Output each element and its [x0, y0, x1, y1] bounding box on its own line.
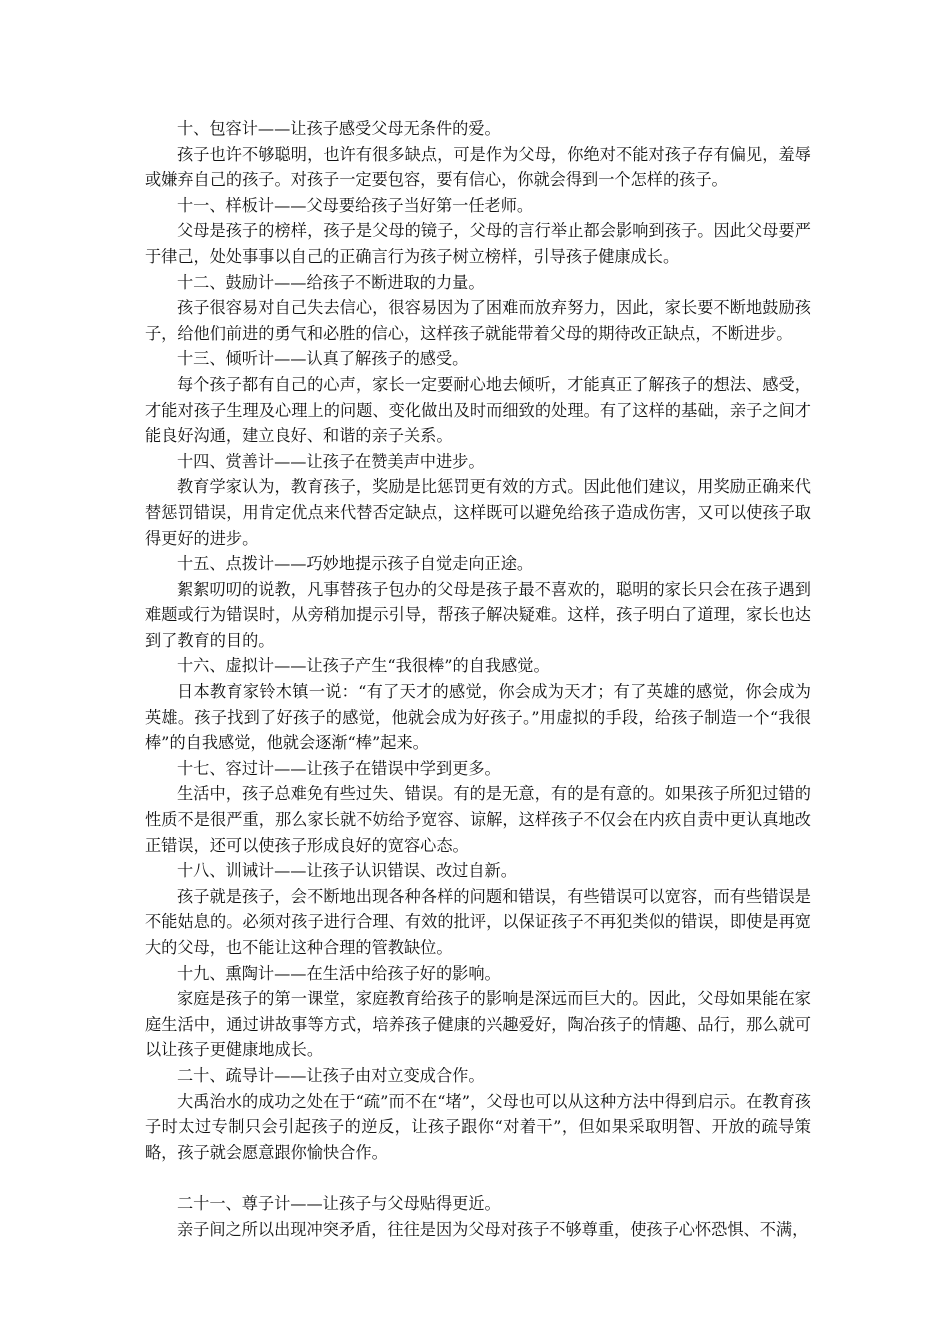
body-paragraph: 家庭是孩子的第一课堂，家庭教育给孩子的影响是深远而巨大的。因此，父母如果能在家庭生活中，通过讲故事等方式，培养孩子健康的兴趣爱好，陶冶孩子的情趣、品行，那么就可以让孩子更健康地成长。 — [145, 989, 811, 1060]
body-paragraph: 教育学家认为，教育孩子，奖励是比惩罚更有效的方式。因此他们建议，用奖励正确来代替惩罚错误，用肯定优点来代替否定缺点，这样既可以避免给孩子造成伤害，又可以使孩子取得更好的进步。 — [145, 477, 811, 548]
section-heading: 十一、样板计——父母要给孩子当好第一任老师。 — [177, 195, 534, 215]
section-heading: 十八、训诫计——让孩子认识错误、改过自新。 — [177, 861, 517, 881]
section-heading: 十九、熏陶计——在生活中给孩子好的影响。 — [177, 963, 501, 983]
document-page — [145, 116, 811, 1242]
section-heading: 十、包容计——让孩子感受父母无条件的爱。 — [177, 119, 501, 138]
body-paragraph: 大禹治水的成功之处在于“疏”而不在“堵”，父母也可以从这种方法中得到启示。在教育孩子时太过专制只会引起孩子的逆反，让孩子跟你“对着干”，但如果采取明智、开放的疏导策略，孩子就会愿意跟你愉快合作。 — [145, 1091, 811, 1162]
body-paragraph: 日本教育家铃木镇一说：“有了天才的感觉，你会成为天才；有了英雄的感觉，你会成为英雄。孩子找到了好孩子的感觉，他就会成为好孩子。”用虚拟的手段，给孩子制造一个“我很棒”的自我感觉，他就会逐渐“棒”起来。 — [145, 682, 811, 753]
section-heading: 十五、点拨计——巧妙地提示孩子自觉走向正途。 — [177, 554, 534, 574]
body-paragraph: 每个孩子都有自己的心声，家长一定要耐心地去倾听，才能真正了解孩子的想法、感受，才能对孩子生理及心理上的问题、变化做出及时而细致的处理。有了这样的基础，亲子之间才能良好沟通，建立良好、和谐的亲子关系。 — [145, 374, 811, 446]
section-heading: 十四、赏善计——让孩子在赞美声中进步。 — [177, 451, 485, 471]
body-paragraph: 父母是孩子的榜样，孩子是父母的镜子，父母的言行举止都会影响到孩子。因此父母要严于律己，处处事事以自己的正确言行为孩子树立榜样，引导孩子健康成长。 — [145, 221, 811, 266]
section-heading: 十三、倾听计——认真了解孩子的感受。 — [177, 349, 469, 369]
body-paragraph: 孩子很容易对自己失去信心，很容易因为了困难而放弃努力，因此，家长要不断地鼓励孩子，给他们前进的勇气和必胜的信心，这样孩子就能带着父母的期待改正缺点，不断进步。 — [145, 298, 811, 343]
body-paragraph: 絮絮叨叨的说教，凡事替孩子包办的父母是孩子最不喜欢的，聪明的家长只会在孩子遇到难题或行为错误时，从旁稍加提示引导，帮孩子解决疑难。这样，孩子明白了道理，家长也达到了教育的目的。 — [145, 579, 811, 650]
section-heading: 二十、疏导计——让孩子由对立变成合作。 — [177, 1065, 485, 1085]
section-heading: 二十一、尊子计——让孩子与父母贴得更近。 — [177, 1193, 501, 1213]
section-heading: 十七、容过计——让孩子在错误中学到更多。 — [177, 758, 501, 778]
body-paragraph: 生活中，孩子总难免有些过失、错误。有的是无意，有的是有意的。如果孩子所犯过错的性质不是很严重，那么家长就不妨给予宽容、谅解，这样孩子不仅会在内疚自责中更认真地改正错误，还可以使孩子形成良好的宽容心态。 — [145, 784, 811, 855]
section-heading: 十六、虚拟计——让孩子产生“我很棒”的自我感觉。 — [177, 656, 550, 676]
body-paragraph: 孩子也许不够聪明，也许有很多缺点，可是作为父母，你绝对不能对孩子存有偏见，羞辱或嫌弃自己的孩子。对孩子一定要包容，要有信心，你就会得到一个怎样的孩子。 — [145, 144, 811, 190]
body-paragraph: 亲子间之所以出现冲突矛盾，往往是因为父母对孩子不够尊重，使孩子心怀恐惧、不满， — [177, 1219, 809, 1239]
body-paragraph: 孩子就是孩子，会不断地出现各种各样的问题和错误，有些错误可以宽容，而有些错误是不能姑息的。必须对孩子进行合理、有效的批评，以保证孩子不再犯类似的错误，即使是再宽大的父母，也不能让这种合理的管教缺位。 — [145, 886, 811, 957]
section-heading: 十二、鼓励计——给孩子不断进取的力量。 — [177, 272, 485, 292]
